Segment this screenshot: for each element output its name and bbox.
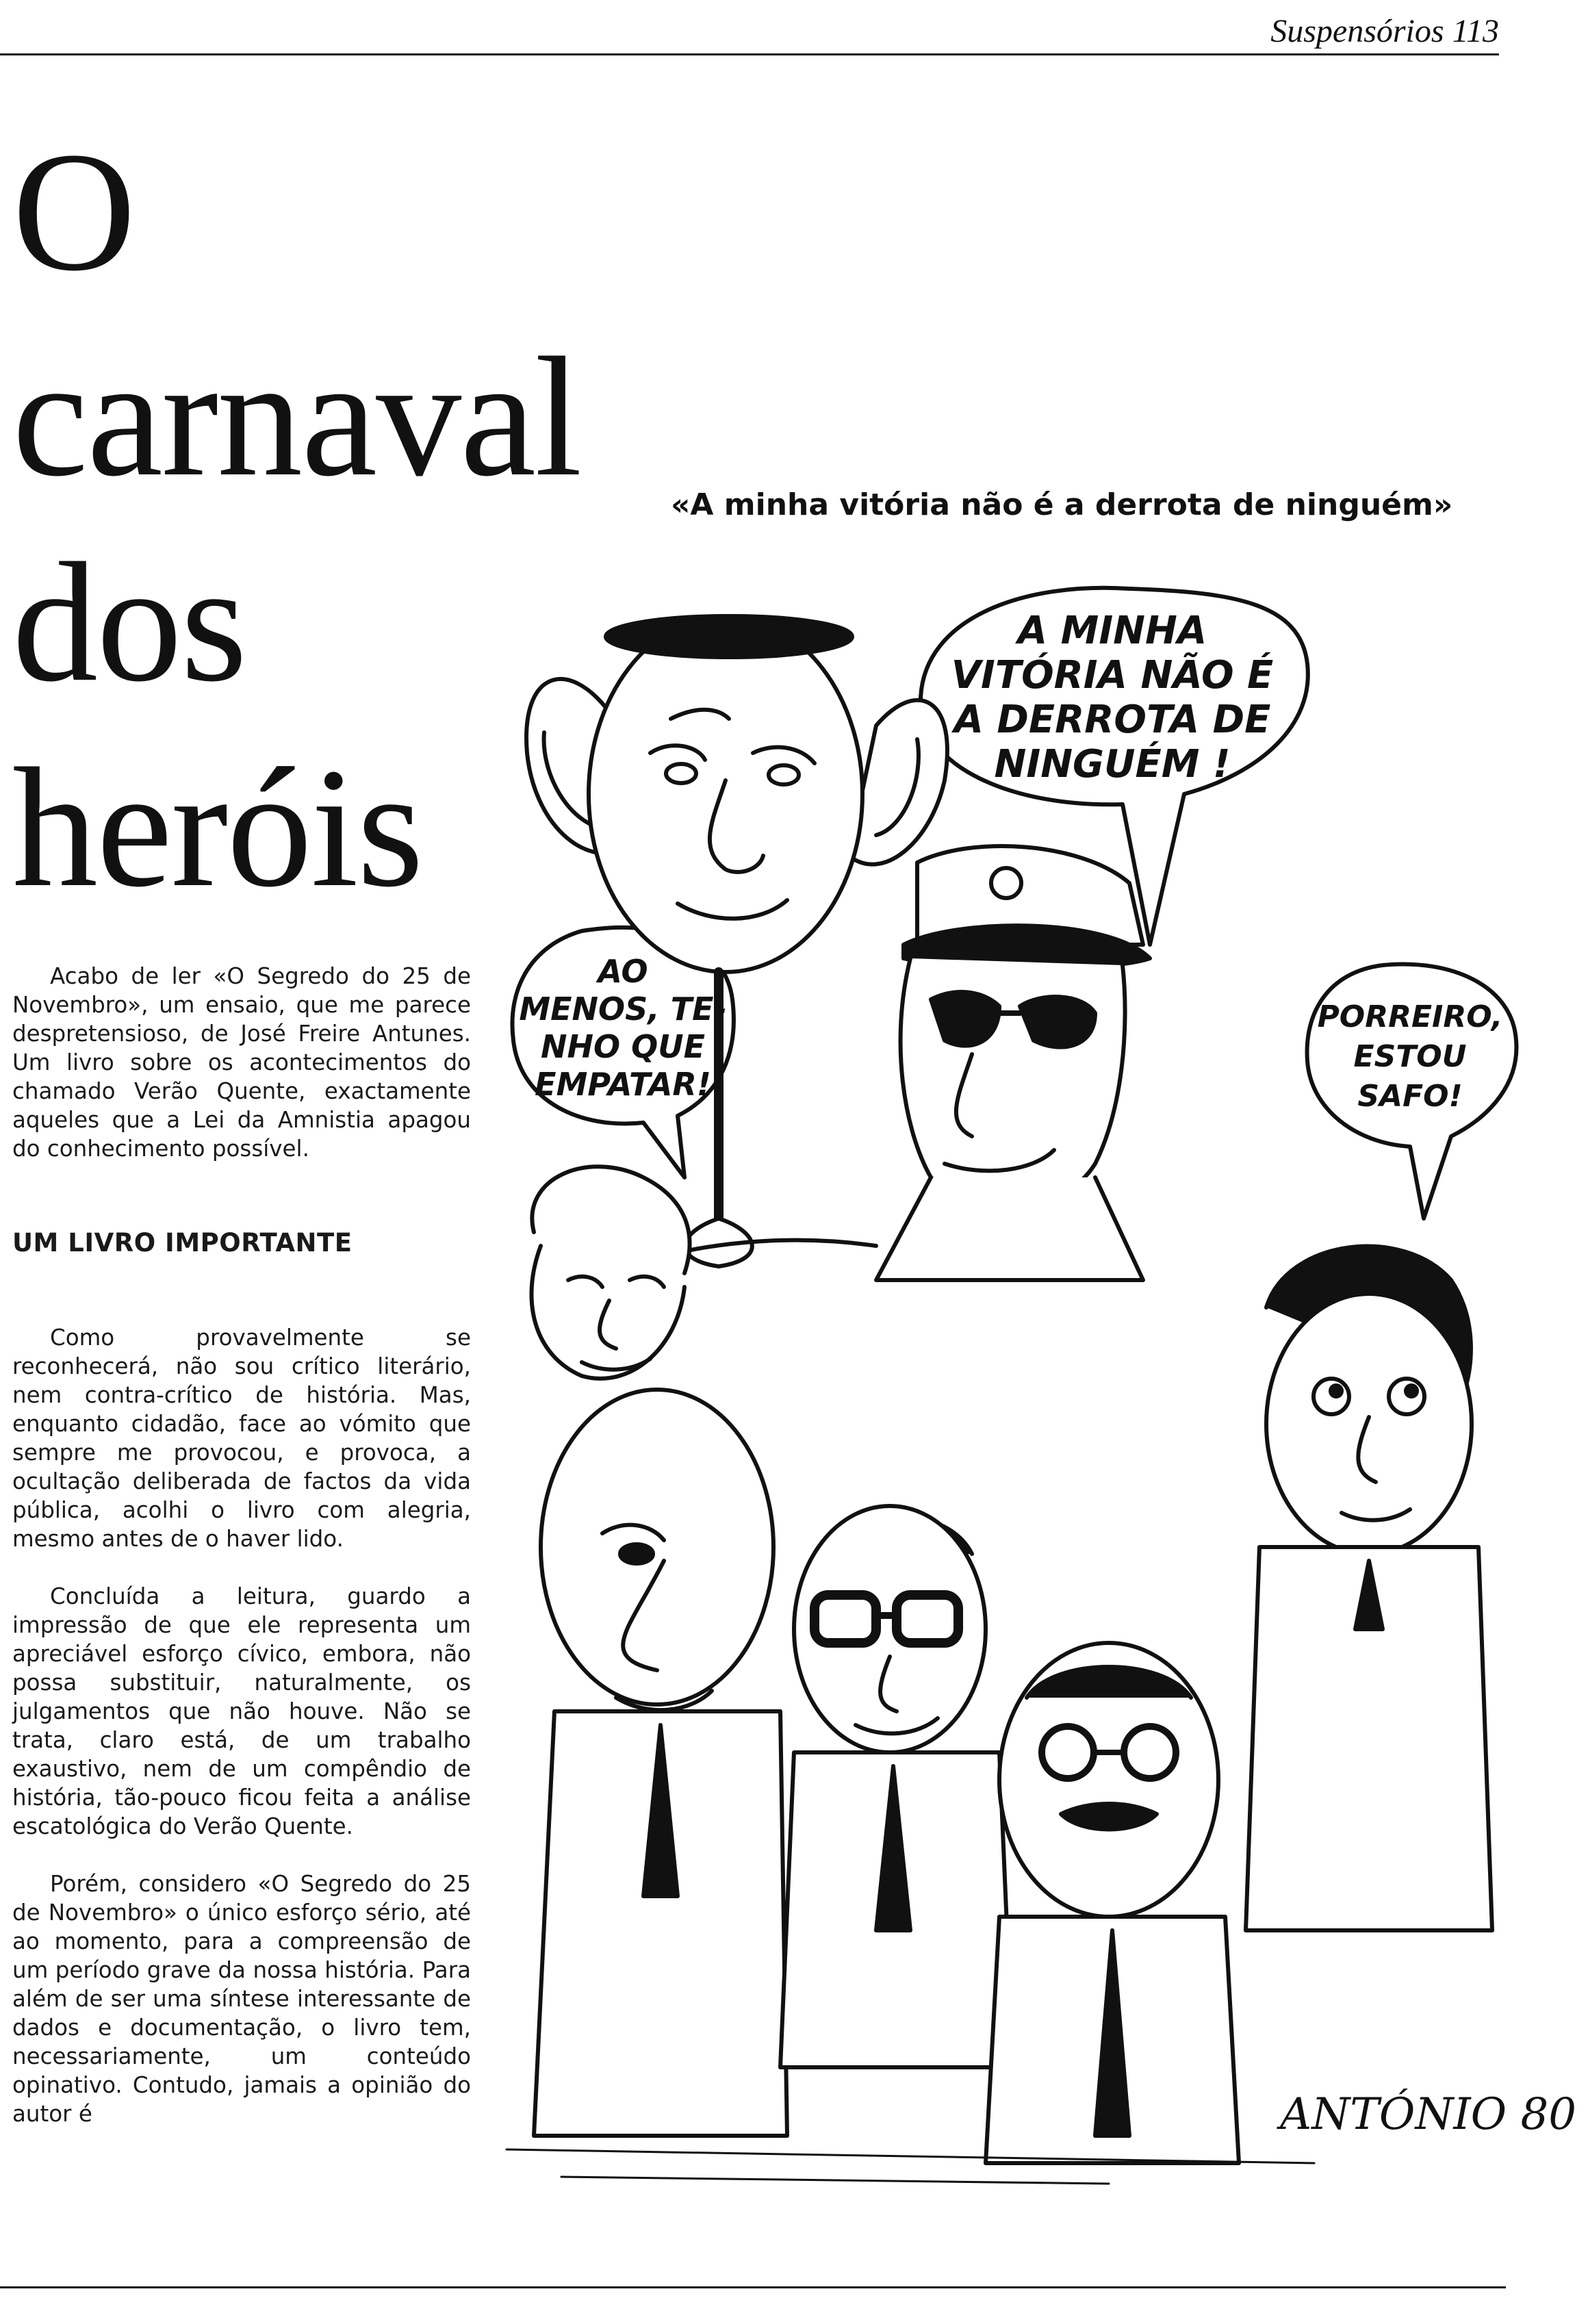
title-line-1: O [12, 117, 135, 307]
paragraph-4: Porém, considero «O Segredo do 25 de Novembro» o único esforço sério, até ao momento, para a compreensão de um período grave da nossa história. Para além de ser uma síntese interessante de dados e documentação, o livro tem, necessariamente, um conteúdo opinativo. Contudo, jamais a opinião do autor é [12, 1871, 471, 2127]
looking-up-caricature [1246, 1247, 1492, 1930]
bubble-left-line-1: AO [598, 953, 648, 990]
bubble-right-line-2: ESTOU [1353, 1039, 1467, 1074]
bubble-top-line-3: A DERROTA DE [953, 698, 1271, 742]
title-line-2: carnaval [12, 322, 581, 512]
glasses-man-caricature [780, 1506, 1013, 2067]
article-body [12, 962, 471, 2157]
caricature-illustration [493, 561, 1576, 2191]
running-head: Suspensórios 113 [1270, 13, 1499, 49]
title-line-3: dos [12, 528, 246, 717]
bubble-right-line-1: PORREIRO, [1317, 999, 1503, 1034]
white-hair-caricature [532, 1166, 690, 1379]
paragraph-3: Concluída a leitura, guardo a impressão de que ele representa um apreciável esforço cívico, embora, não possa substituir, naturalmente, os julgamentos que não houve. Não se trata, claro está, de um trabalho exaustivo, nem de um compêndio de história, tão-pouco ficou feita a análise escatológica do Verão Quente. [12, 1583, 471, 1839]
top-rule [0, 53, 1499, 55]
pull-quote: «A minha vitória não é a derrota de ninguém» [671, 487, 1453, 522]
bald-man-caricature [534, 1390, 787, 2136]
bubble-left-line-3: NHO QUE [541, 1028, 705, 1065]
bubble-left-line-4: EMPATAR! [535, 1066, 711, 1103]
paragraph-2: Como provavelmente se reconhecerá, não sou crítico literário, nem contra-crítico de história. Mas, enquanto cidadão, face ao vómito que sempre me provocou, e provoca, a ocultação deliberada de factos da vida pública, acolhi o livro com alegria, mesmo antes de o haver lido. [12, 1325, 471, 1552]
bubble-top-line-4: NINGUÉM ! [994, 742, 1231, 787]
mustache-man-caricature [986, 1643, 1239, 2163]
bubble-top-line-2: VITÓRIA NÃO É [951, 653, 1274, 698]
title-line-4: heróis [12, 733, 422, 923]
subheading: UM LIVRO IMPORTANTE [12, 1228, 353, 1257]
bubble-top-line-1: A MINHA [1017, 609, 1207, 653]
bottom-rule [0, 2286, 1506, 2288]
bubble-left-line-2: MENOS, TE- [519, 991, 727, 1027]
paragraph-1: Acabo de ler «O Segredo do 25 de Novembro», um ensaio, que me parece despretensioso, de José Freire Antunes. Um livro sobre os acontecimentos do chamado Verão Quente, exactamente aqueles que a Lei da Amnistia apagou do conhecimento possível. [12, 963, 471, 1162]
artist-signature: ANTÓNIO 80 [1280, 2089, 1576, 2140]
bubble-right-line-3: SAFO! [1357, 1079, 1463, 1114]
